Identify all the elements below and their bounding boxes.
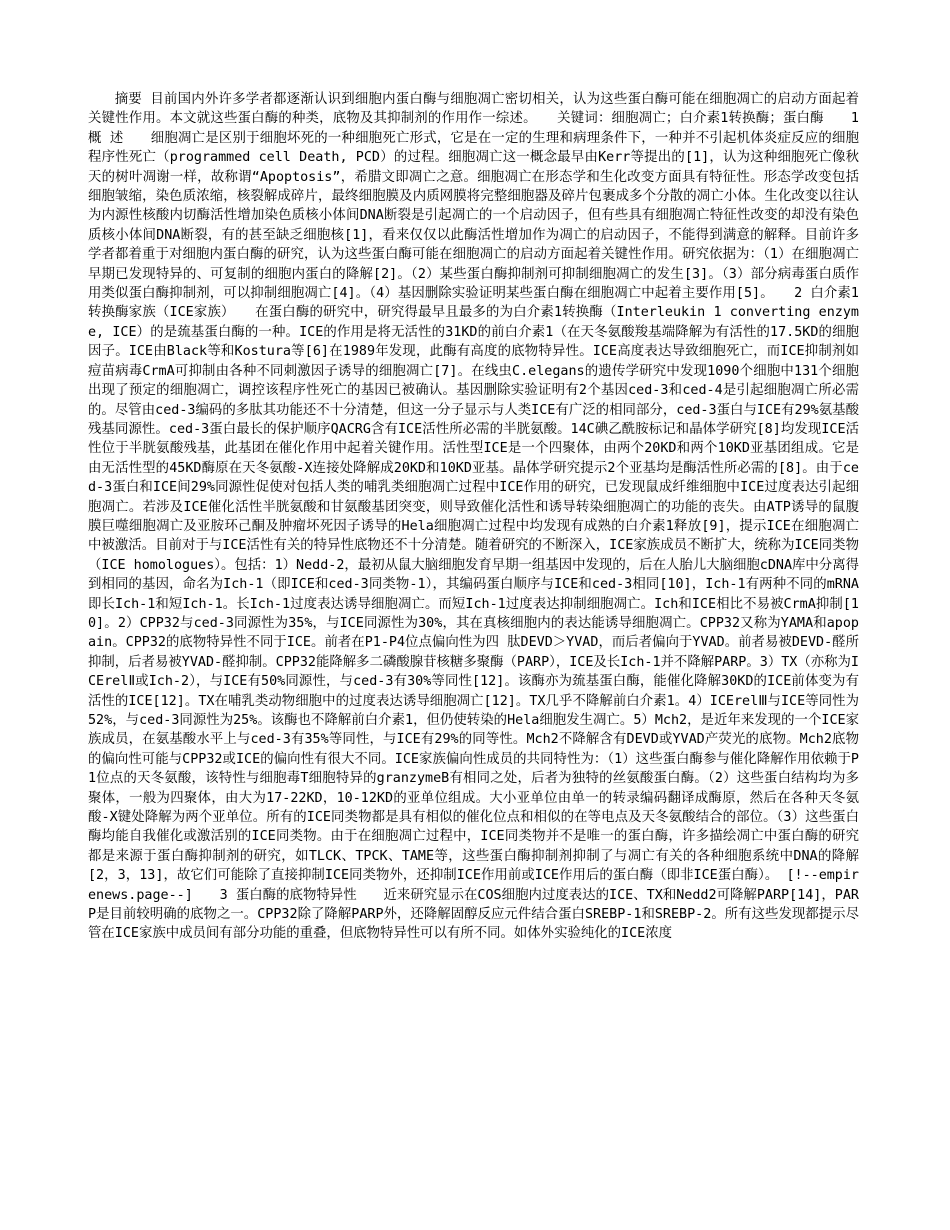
article-body-text: 摘要 目前国内外许多学者都逐渐认识到细胞内蛋白酶与细胞凋亡密切相关，认为这些蛋白酶可能在细胞凋亡的启动方面起着关键性作用。本文就这些蛋白酶的种类，底物及其抑制剂的作用作一综述。 关键词：细胞凋亡；白介素1转换酶；蛋白酶 1 概 述 细胞凋亡是区别于细胞坏死的一种细胞死亡形式，它是在一定的生理和病理条件下，一种并不引起机体炎症反应的细胞程序性死亡（programmed cell Death, PCD）的过程。细胞凋亡这一概念最早由Kerr等提出的[1]，认为这种细胞死亡像秋天的树叶凋谢一样，故称谓“Apoptosis”，希腊文即凋亡之意。细胞凋亡在形态学和生化改变方面具有特征性。形态学改变包括细胞皱缩，染色质浓缩，核裂解成碎片，最终细胞膜及内质网膜将完整细胞器及碎片包裹成多个分散的凋亡小体。生化改变以往认为内源性核酸内切酶活性增加染色质核小体间DNA断裂是引起凋亡的一个启动因子，但有些具有细胞凋亡特征性改变的却没有染色质核小体间DNA断裂，有的甚至缺乏细胞核[1]，看来仅仅以此酶活性增加作为凋亡的启动因子，不能得到满意的解释。目前许多学者都着重于对细胞内蛋白酶的研究，认为这些蛋白酶可能在细胞凋亡的启动方面起着关键性作用。研究依据为：（1）在细胞凋亡早期已发现特异的、可复制的细胞内蛋白的降解[2]。（2）某些蛋白酶抑制剂可抑制细胞凋亡的发生[3]。（3）部分病毒蛋白质作用类似蛋白酶抑制剂，可以抑制细胞凋亡[4]。（4）基因删除实验证明某些蛋白酶在细胞凋亡中起着主要作用[5]。 2 白介素1转换酶家族（ICE家族） 在蛋白酶的研究中，研究得最早且最多的为白介素1转换酶（Interleukin 1 converting enzyme, ICE）的是巯基蛋白酶的一种。ICE的作用是将无活性的31KD的前白介素1（在天冬氨酸羧基端降解为有活性的17.5KD的细胞因子。ICE由Black等和Kostura等[6]在1989年发现，此酶有高度的底物特异性。ICE高度表达导致细胞死亡，而ICE抑制剂如痘苗病毒CrmA可抑制由各种不同刺激因子诱导的细胞凋亡[7]。在线虫C.elegans的遗传学研究中发现1090个细胞中131个细胞出现了预定的细胞凋亡，调控该程序性死亡的基因已被确认。基因删除实验证明有2个基因ced-3和ced-4是引起细胞凋亡所必需的。尽管由ced-3编码的多肽其功能还不十分清楚，但这一分子显示与人类ICE有广泛的相同部分，ced-3蛋白与ICE有29%氨基酸残基同源性。ced-3蛋白最长的保护顺序QACRG含有ICE活性所必需的半胱氨酸。14C碘乙酰胺标记和晶体学研究[8]均发现ICE活性位于半胱氨酸残基，此基团在催化作用中起着关键作用。活性型ICE是一个四聚体，由两个20KD和两个10KD亚基团组成。它是由无活性型的45KD酶原在天冬氨酸-X连接处降解成20KD和10KD亚基。晶体学研究提示2个亚基均是酶活性所必需的[8]。由于ced-3蛋白和ICE间29%同源性促使对包括人类的哺乳类细胞凋亡过程中ICE作用的研究，已发现鼠成纤维细胞中ICE过度表达引起细胞凋亡。若涉及ICE催化活性半胱氨酸和甘氨酸基团突变，则导致催化活性和诱导转染细胞凋亡的功能的丧失。由ATP诱导的鼠腹膜巨噬细胞凋亡及亚胺环己酮及肿瘤坏死因子诱导的Hela细胞凋亡过程中均发现有成熟的白介素1释放[9]，提示ICE在细胞凋亡中被激活。目前对于与ICE活性有关的特异性底物还不十分清楚。随着研究的不断深入，ICE家族成员不断扩大，统称为ICE同类物（ICE homologues）。包括：1）Nedd-2，最初从鼠大脑细胞发育早期一组基因中发现的，后在人胎儿大脑细胞cDNA库中分离得到相同的基因，命名为Ich-1（即ICE和ced-3同类物-1），其编码蛋白顺序与ICE和ced-3相同[10]，Ich-1有两种不同的mRNA即长Ich-1和短Ich-1。长Ich-1过度表达诱导细胞凋亡。而短Ich-1过度表达抑制细胞凋亡。Ich和ICE相比不易被CrmA抑制[10]。2）CPP32与ced-3同源性为35%，与ICE同源性为30%，其在真核细胞内的表达能诱导细胞凋亡。CPP32又称为YAMA和apopain。CPP32的底物特异性不同于ICE。前者在P1-P4位点偏向性为四 肽DEVD＞YVAD，而后者偏向于YVAD。前者易被DEVD-醛所抑制，后者易被YVAD-醛抑制。CPP32能降解多二磷酸腺苷核糖多聚酶（PARP），ICE及长Ich-1并不降解PARP。3）TX（亦称为ICErelⅡ或Ich-2），与ICE有50%同源性，与ced-3有30%等同性[12]。该酶亦为巯基蛋白酶，能催化降解30KD的ICE前体变为有活性的ICE[12]。TX在哺乳类动物细胞中的过度表达诱导细胞凋亡[12]。TX几乎不降解前白介素1。4）ICErelⅢ与ICE等同性为52%，与ced-3同源性为25%。该酶也不降解前白介素1，但仍使转染的Hela细胞发生凋亡。5）Mch2，是近年来发现的一个ICE家族成员，在氨基酸水平上与ced-3有35%等同性，与ICE有29%的同等性。Mch2不降解含有DEVD或YVAD产荧光的底物。Mch2底物的偏向性可能与CPP32或ICE的偏向性有很大不同。ICE家族偏向性成员的共同特性为：（1）这些蛋白酶参与催化降解作用依赖于P1位点的天冬氨酸，该特性与细胞毒T细胞特异的granzymeB有相同之处，后者为独特的丝氨酸蛋白酶。（2）这些蛋白结构均为多聚体，一般为四聚体，由大为17-22KD，10-12KD的亚单位组成。大小亚单位由单一的转录编码翻译成酶原，然后在各种天冬氨酸-X键处降解为两个亚单位。所有的ICE同类物都是具有相似的催化位点和相似的在等电点及天冬氨酸结合的部位。（3）这些蛋白酶均能自我催化或激活别的ICE同类物。由于在细胞凋亡过程中，ICE同类物并不是唯一的蛋白酶，许多描绘凋亡中蛋白酶的研究都是来源于蛋白酶抑制剂的研究，如TLCK、TPCK、TAME等，这些蛋白酶抑制剂抑制了与凋亡有关的各种细胞系统中DNA的降解[2，3，13]，故它们可能除了直接抑制ICE同类物外，还抑制ICE作用前或ICE作用后的蛋白酶（即非ICE蛋白酶）。 [!--empirenews.page--] 3 蛋白酶的底物特异性 近来研究显示在COS细胞内过度表达的ICE、TX和Nedd2可降解PARP[14]，PARP是目前较明确的底物之一。CPP32除了降解PARP外，还降解固醇反应元件结合蛋白SREBP-1和SREBP-2。所有这些发现都提示尽管在ICE家族中成员间有部分功能的重叠，但底物特异性可以有所不同。如体外实验纯化的ICE浓度	[88, 92, 859, 942]
document-page	[88, 90, 859, 944]
